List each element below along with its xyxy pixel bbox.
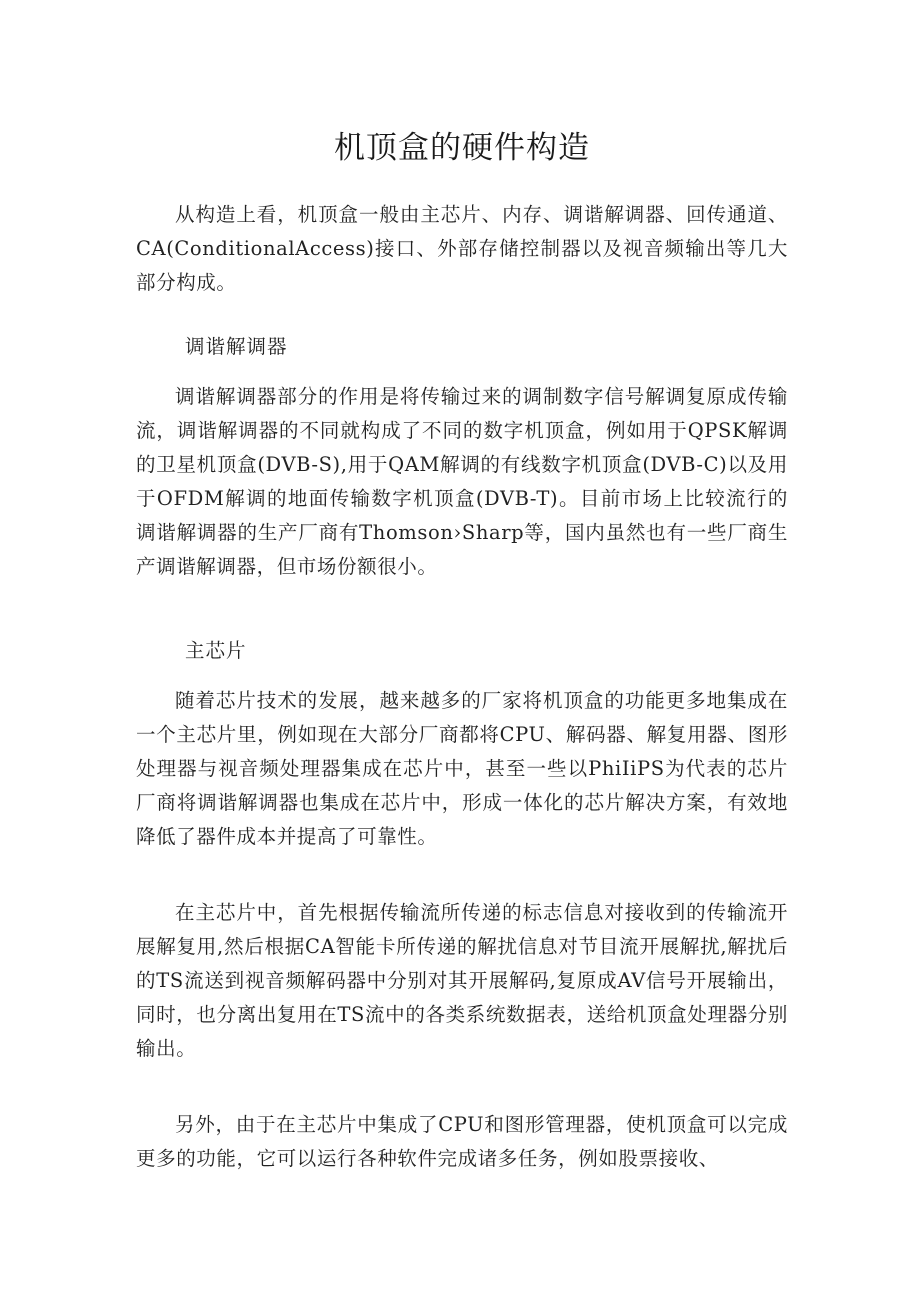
section-heading-tuner: 调谐解调器 — [185, 335, 288, 358]
main-chip-paragraph-3: 另外，由于在主芯片中集成了CPU和图形管理器，使机顶盒可以完成更多的功能，它可以运行各种软件完成诸多任务，例如股票接收、 — [136, 1113, 788, 1170]
section-heading-main-chip: 主芯片 — [185, 639, 247, 662]
main-chip-paragraph-2: 在主芯片中，首先根据传输流所传递的标志信息对接收到的传输流开展解复用,然后根据CA智能卡所传递的解扰信息对节目流开展解扰,解扰后的TS流送到视音频解码器中分别对其开展解码,复原成AV信号开展输出，同时，也分离出复用在TS流中的各类系统数据表，送给机顶盒处理器分别输出。 — [136, 901, 788, 1060]
main-chip-paragraph-1: 随着芯片技术的发展，越来越多的厂家将机顶盒的功能更多地集成在一个主芯片里，例如现在大部分厂商都将CPU、解码器、解复用器、图形处理器与视音频处理器集成在芯片中，甚至一些以PhiIiPS为代表的芯片厂商将调谐解调器也集成在芯片中，形成一体化的芯片解决方案，有效地降低了器件成本并提高了可靠性。 — [136, 689, 788, 848]
tuner-paragraph: 调谐解调器部分的作用是将传输过来的调制数字信号解调复原成传输流，调谐解调器的不同就构成了不同的数字机顶盒，例如用于QPSK解调的卫星机顶盒(DVB-S),用于QAM解调的有线数字机顶盒(DVB-C)以及用于OFDM解调的地面传输数字机顶盒(DVB-T)。目前市场上比较流行的调谐解调器的生产厂商有Thomson›Sharp等，国内虽然也有一些厂商生产调谐解调器，但市场份额很小。 — [136, 385, 788, 578]
document-title: 机顶盒的硬件构造 — [334, 130, 590, 166]
intro-paragraph: 从构造上看，机顶盒一般由主芯片、内存、调谐解调器、回传通道、CA(ConditionalAccess)接口、外部存储控制器以及视音频输出等几大部分构成。 — [136, 203, 788, 294]
